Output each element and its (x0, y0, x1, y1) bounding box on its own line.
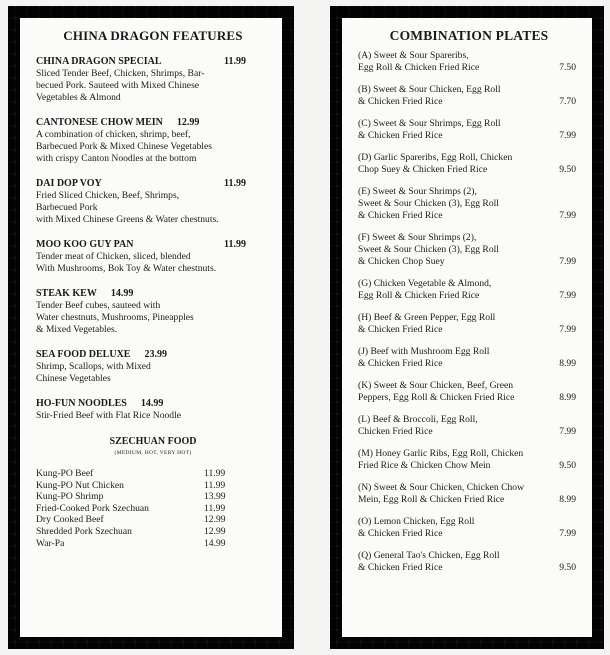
combo-item (358, 278, 580, 302)
combo-item (358, 516, 580, 540)
combo-description: (E) Sweet & Sour Shrimps (2), Sweet & Sour Chicken (3), Egg Roll & Chicken Fried Rice (358, 186, 499, 221)
combo-item (358, 414, 580, 438)
combo-item (358, 50, 580, 74)
szechuan-item (36, 491, 270, 503)
combo-price: 7.99 (559, 256, 576, 267)
combo-description: (Q) General Tao's Chicken, Egg Roll & Chicken Fried Rice (358, 550, 500, 573)
combo-price: 9.50 (559, 562, 576, 573)
combo-price: 9.50 (559, 164, 576, 175)
combo-description: (G) Chicken Vegetable & Almond, Egg Roll & Chicken Fried Rice (358, 278, 492, 301)
szechuan-item-name: Kung-PO Beef (36, 468, 94, 479)
combo-item (358, 186, 580, 222)
szechuan-item-name: Dry Cooked Beef (36, 514, 104, 526)
szechuan-list (36, 468, 270, 549)
combo-description: (K) Sweet & Sour Chicken, Beef, Green Peppers, Egg Roll & Chicken Fried Rice (358, 380, 515, 403)
combo-description: (H) Beef & Green Pepper, Egg Roll & Chicken Fried Rice (358, 312, 496, 335)
szechuan-item-price: 12.99 (204, 514, 226, 526)
szechuan-item (36, 514, 270, 526)
szechuan-item-price: 11.99 (204, 468, 226, 479)
combo-description: (N) Sweet & Sour Chicken, Chicken Chow Mein, Egg Roll & Chicken Fried Rice (358, 482, 525, 505)
combo-item (358, 232, 580, 268)
feature-head (36, 178, 270, 190)
combination-panel-content (342, 18, 592, 637)
combo-price: 7.99 (559, 324, 576, 335)
combo-price: 7.50 (559, 62, 576, 73)
combo-price: 7.99 (559, 130, 576, 141)
feature-item (36, 117, 270, 165)
features-panel-content (20, 18, 282, 637)
szechuan-item-price: 11.99 (204, 502, 226, 514)
combo-price: 8.99 (559, 494, 576, 505)
feature-description: Sliced Tender Beef, Chicken, Shrimps, Bar- becued Pork. Sauteed with Mixed Chinese Vegetables & Almond (36, 68, 205, 103)
combo-item (358, 380, 580, 404)
feature-head (36, 117, 270, 129)
feature-name: CANTONESE CHOW MEIN (36, 117, 163, 128)
feature-head (36, 56, 270, 68)
feature-name: MOO KOO GUY PAN (36, 239, 134, 250)
combo-item (358, 448, 580, 472)
combo-item (358, 482, 580, 506)
feature-price: 11.99 (224, 239, 246, 250)
combo-description: (F) Sweet & Sour Shrimps (2), Sweet & Sour Chicken (3), Egg Roll & Chicken Chop Suey (358, 232, 499, 267)
combo-item (358, 84, 580, 108)
szechuan-item (36, 538, 270, 550)
szechuan-item-price: 11.99 (204, 479, 226, 491)
szechuan-item-name: War-Pa (36, 537, 65, 549)
combination-panel (330, 6, 604, 649)
feature-item (36, 178, 270, 226)
feature-price: 14.99 (110, 288, 134, 299)
combo-price: 7.99 (559, 210, 576, 221)
szechuan-item (36, 468, 270, 480)
szechuan-item-name: Kung-PO Shrimp (36, 491, 104, 503)
combo-item (358, 550, 580, 574)
features-title: CHINA DRAGON FEATURES (63, 28, 243, 43)
szechuan-item-name: Kung-PO Nut Chicken (36, 479, 124, 491)
feature-head (36, 239, 270, 251)
szechuan-subtitle: (MEDIUM, HOT, VERY HOT) (114, 450, 192, 456)
feature-description: A combination of chicken, shrimp, beef, Barbecued Pork & Mixed Chinese Vegetables with crispy Canton Noodles at the bottom (36, 129, 212, 164)
szechuan-item-price: 13.99 (204, 491, 226, 503)
combo-price: 9.50 (559, 460, 576, 471)
combo-item (358, 118, 580, 142)
feature-description: Shrimp, Scallops, with Mixed Chinese Vegetables (36, 361, 151, 384)
feature-name: DAI DOP VOY (36, 178, 102, 189)
feature-head (36, 349, 270, 361)
combo-description: (J) Beef with Mushroom Egg Roll & Chicken Fried Rice (358, 346, 490, 369)
feature-name: HO-FUN NOODLES (36, 398, 127, 409)
szechuan-title: SZECHUAN FOOD (109, 436, 197, 447)
combo-description: (D) Garlic Spareribs, Egg Roll, Chicken Chop Suey & Chicken Fried Rice (358, 152, 513, 175)
feature-item (36, 288, 270, 336)
feature-name: SEA FOOD DELUXE (36, 349, 131, 360)
feature-price: 14.99 (140, 398, 164, 409)
combo-price: 7.99 (559, 528, 576, 539)
szechuan-item-name: Fried-Cooked Pork Szechuan (36, 502, 149, 514)
feature-name: CHINA DRAGON SPECIAL (36, 56, 162, 67)
combo-item (358, 312, 580, 336)
features-list (36, 56, 270, 422)
feature-item (36, 239, 270, 275)
combo-price: 7.99 (559, 290, 576, 301)
feature-description: Tender meat of Chicken, sliced, blended With Mushrooms, Bok Toy & Water chestnuts. (36, 251, 217, 274)
features-panel (8, 6, 294, 649)
combo-description: (L) Beef & Broccoli, Egg Roll, Chicken Fried Rice (358, 414, 478, 437)
combo-description: (A) Sweet & Sour Spareribs, Egg Roll & Chicken Fried Rice (358, 50, 480, 73)
combo-description: (O) Lemon Chicken, Egg Roll & Chicken Fried Rice (358, 516, 475, 539)
szechuan-item-price: 14.99 (204, 537, 226, 549)
szechuan-item-name: Shredded Pork Szechuan (36, 525, 132, 537)
feature-description: Tender Beef cubes, sauteed with Water chestnuts, Mushrooms, Pineapples & Mixed Vegetables. (36, 300, 194, 335)
szechuan-item (36, 480, 270, 492)
feature-price: 12.99 (176, 117, 200, 128)
feature-name: STEAK KEW (36, 288, 97, 299)
szechuan-item-price: 12.99 (204, 525, 226, 537)
combo-description: (B) Sweet & Sour Chicken, Egg Roll & Chicken Fried Rice (358, 84, 501, 107)
combination-title: COMBINATION PLATES (389, 28, 549, 43)
combo-price: 8.99 (559, 358, 576, 369)
feature-description: Fried Sliced Chicken, Beef, Shrimps, Barbecued Pork with Mixed Chinese Greens & Water chestnuts. (36, 190, 219, 225)
feature-item (36, 349, 270, 385)
feature-item (36, 56, 270, 104)
feature-head (36, 398, 270, 410)
feature-price: 11.99 (224, 56, 246, 67)
combo-description: (M) Honey Garlic Ribs, Egg Roll, Chicken Fried Rice & Chicken Chow Mein (358, 448, 524, 471)
szechuan-item (36, 526, 270, 538)
feature-description: Stir-Fried Beef with Flat Rice Noodle (36, 410, 182, 421)
combination-list (358, 50, 580, 574)
combo-price: 8.99 (559, 392, 576, 403)
feature-price: 23.99 (144, 349, 167, 360)
feature-item (36, 398, 270, 422)
feature-head (36, 288, 270, 300)
combo-description: (C) Sweet & Sour Shrimps, Egg Roll & Chicken Fried Rice (358, 118, 501, 141)
combo-item (358, 346, 580, 370)
feature-price: 11.99 (224, 178, 246, 189)
combo-item (358, 152, 580, 176)
combo-price: 7.99 (559, 426, 576, 437)
szechuan-item (36, 503, 270, 515)
combo-price: 7.70 (559, 96, 576, 107)
